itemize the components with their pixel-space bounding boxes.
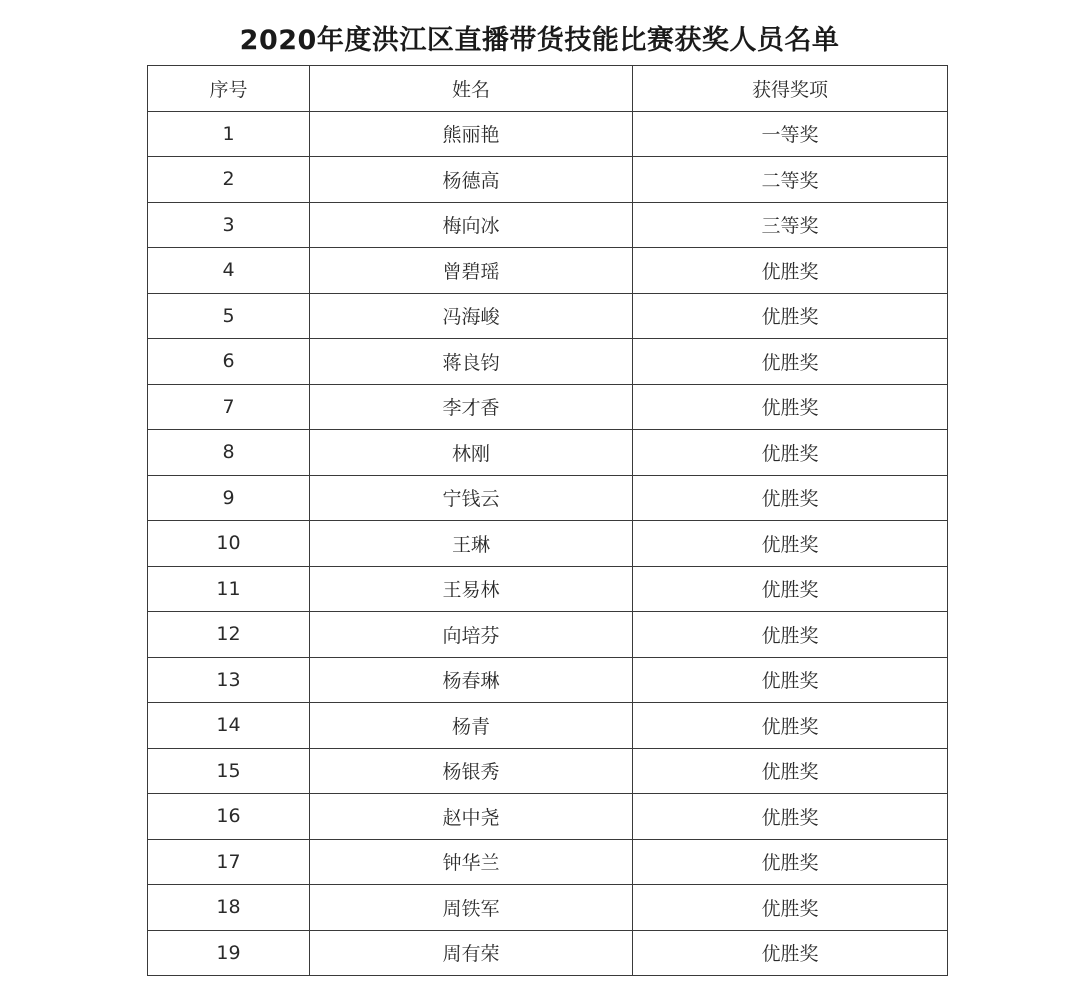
cell-no: 2 (148, 157, 310, 203)
cell-no: 4 (148, 248, 310, 294)
cell-no: 13 (148, 657, 310, 703)
cell-no: 14 (148, 703, 310, 749)
cell-no: 6 (148, 339, 310, 385)
table-header-row (148, 66, 948, 112)
cell-no: 17 (148, 839, 310, 885)
cell-no: 8 (148, 430, 310, 476)
cell-name: 杨银秀 (310, 748, 633, 794)
cell-name: 蒋良钧 (310, 339, 633, 385)
table-row (148, 521, 948, 567)
table-row (148, 703, 948, 749)
table-row (148, 430, 948, 476)
cell-name: 赵中尧 (310, 794, 633, 840)
table-row (148, 475, 948, 521)
cell-name: 周有荣 (310, 930, 633, 976)
table-row (148, 612, 948, 658)
cell-name: 林刚 (310, 430, 633, 476)
cell-award: 优胜奖 (633, 703, 948, 749)
cell-award: 优胜奖 (633, 748, 948, 794)
cell-no: 16 (148, 794, 310, 840)
cell-no: 5 (148, 293, 310, 339)
cell-award: 优胜奖 (633, 839, 948, 885)
cell-name: 杨青 (310, 703, 633, 749)
cell-award: 二等奖 (633, 157, 948, 203)
table-row (148, 111, 948, 157)
cell-award: 优胜奖 (633, 293, 948, 339)
table-row (148, 748, 948, 794)
cell-award: 优胜奖 (633, 521, 948, 567)
cell-no: 11 (148, 566, 310, 612)
cell-award: 一等奖 (633, 111, 948, 157)
cell-award: 优胜奖 (633, 612, 948, 658)
cell-award: 优胜奖 (633, 475, 948, 521)
award-table (147, 65, 948, 976)
table-row (148, 885, 948, 931)
cell-no: 15 (148, 748, 310, 794)
cell-no: 7 (148, 384, 310, 430)
cell-name: 王易林 (310, 566, 633, 612)
table-row (148, 384, 948, 430)
cell-name: 向培芬 (310, 612, 633, 658)
header-name: 姓名 (310, 66, 633, 112)
cell-award: 三等奖 (633, 202, 948, 248)
cell-name: 周铁军 (310, 885, 633, 931)
cell-name: 王琳 (310, 521, 633, 567)
cell-award: 优胜奖 (633, 566, 948, 612)
table-row (148, 930, 948, 976)
cell-name: 李才香 (310, 384, 633, 430)
header-no: 序号 (148, 66, 310, 112)
cell-no: 19 (148, 930, 310, 976)
cell-name: 梅向冰 (310, 202, 633, 248)
cell-name: 杨德高 (310, 157, 633, 203)
cell-no: 18 (148, 885, 310, 931)
cell-name: 冯海峻 (310, 293, 633, 339)
table-row (148, 839, 948, 885)
table-row (148, 339, 948, 385)
cell-no: 1 (148, 111, 310, 157)
header-award: 获得奖项 (633, 66, 948, 112)
cell-award: 优胜奖 (633, 430, 948, 476)
cell-name: 曾碧瑶 (310, 248, 633, 294)
cell-name: 宁钱云 (310, 475, 633, 521)
cell-no: 9 (148, 475, 310, 521)
page-title: 2020年度洪江区直播带货技能比赛获奖人员名单 (239, 25, 840, 56)
table-row (148, 566, 948, 612)
cell-award: 优胜奖 (633, 339, 948, 385)
table-row (148, 293, 948, 339)
cell-award: 优胜奖 (633, 885, 948, 931)
cell-award: 优胜奖 (633, 930, 948, 976)
table-row (148, 794, 948, 840)
cell-no: 10 (148, 521, 310, 567)
cell-award: 优胜奖 (633, 248, 948, 294)
cell-award: 优胜奖 (633, 794, 948, 840)
cell-name: 熊丽艳 (310, 111, 633, 157)
table-row (148, 657, 948, 703)
cell-name: 杨春琳 (310, 657, 633, 703)
cell-award: 优胜奖 (633, 384, 948, 430)
table-row (148, 157, 948, 203)
table-row (148, 248, 948, 294)
cell-name: 钟华兰 (310, 839, 633, 885)
cell-no: 12 (148, 612, 310, 658)
table-row (148, 202, 948, 248)
cell-award: 优胜奖 (633, 657, 948, 703)
cell-no: 3 (148, 202, 310, 248)
